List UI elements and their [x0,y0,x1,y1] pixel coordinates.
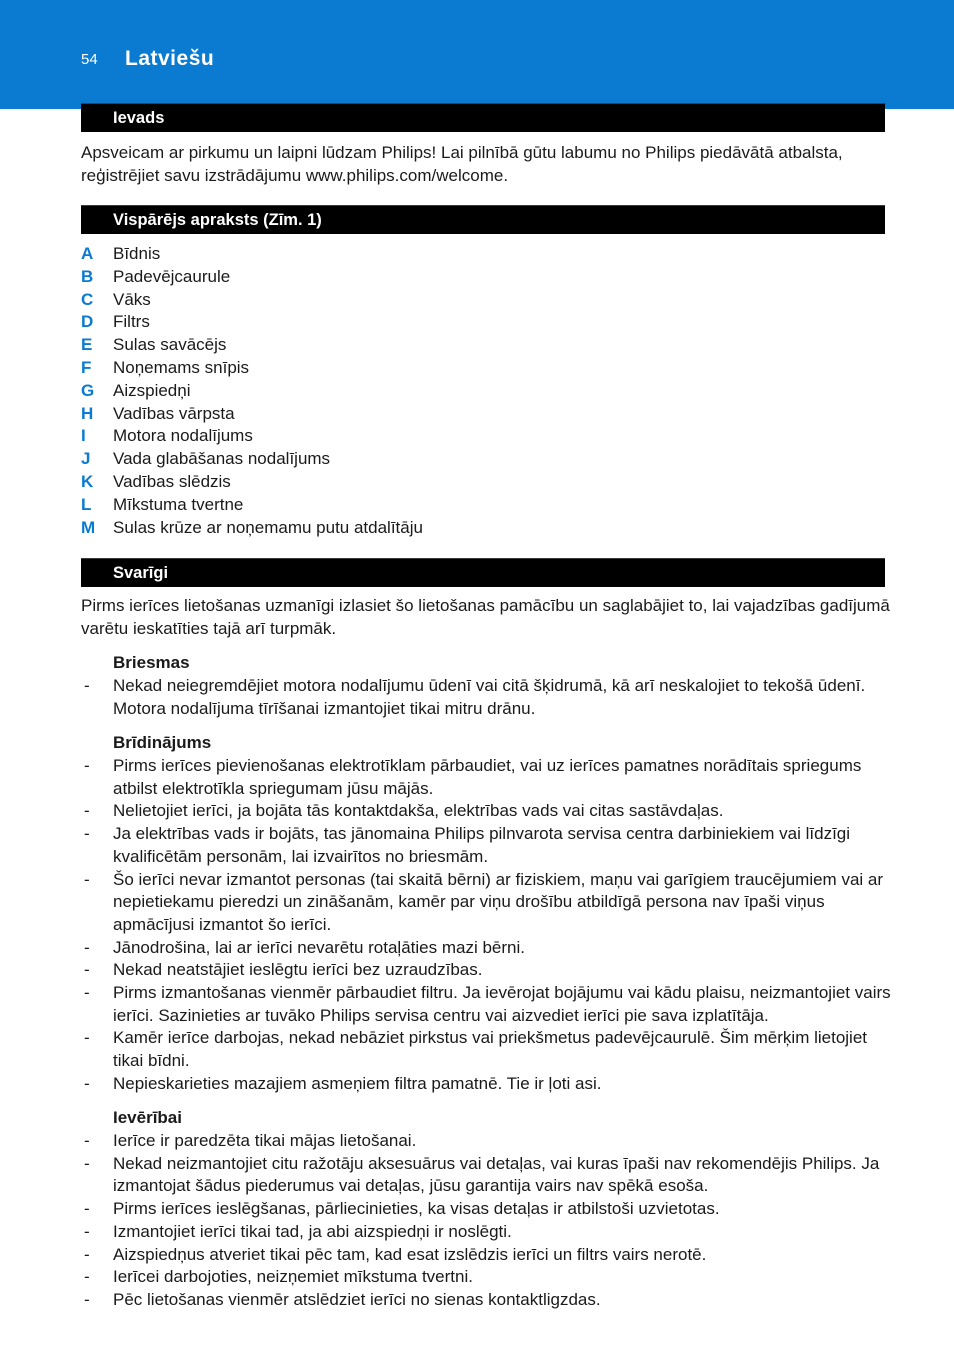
list-item: - Šo ierīci nevar izmantot personas (tai skaitā bērni) ar fiziskiem, maņu vai garīgiem traucējumiem vai ar nepietiekamu pieredzi un zināšanām, kamēr par viņu drošību atbildīgā persona nav īpaši viņus apmācījusi izmantot šo ierīci. [84,869,884,934]
list-item: - Ja elektrības vads ir bojāts, tas jānomaina Philips pilnvarota servisa centra darbiniekiem vai līdzīgi kvalificētām personām, lai izvairītos no briesmām. [84,824,851,866]
danger-list [81,675,891,720]
list-item [81,494,891,517]
list-item [81,311,891,334]
warning-list [81,755,891,1096]
list-item [81,334,891,357]
list-item: - Pirms ierīces pievienošanas elektrotīklam pārbaudiet, vai uz ierīces pamatnes norādītais spriegums atbilst elektrotīkla spriegumam jūsu mājās. [84,756,862,798]
list-item: - Ierīce ir paredzēta tikai mājas lietošanai. [84,1131,417,1150]
list-item [81,357,891,380]
list-item [81,403,891,426]
item-text: Aizspiedņi [113,380,191,400]
list-item: - Aizspiedņus atveriet tikai pēc tam, kad esat izslēdzis ierīci un filtrs vairs nerotē. [84,1244,707,1264]
list-item: - Kamēr ierīce darbojas, nekad nebāziet pirkstus vai priekšmetus padevējcaurulē. Šim mērķim lietojiet tikai bīdni. [84,1028,868,1071]
warning-heading: Brīdinājums [113,733,212,752]
list-item [81,448,891,471]
item-text: Nekad neizmantojiet citu ražotāju aksesuārus vai detaļas, vai kuras īpaši nav rekomendējis Philips. Ja izmantojat šādus piederumus vai detaļas, jūsu garantija vairs nav spēkā esoša. [113,1153,880,1196]
list-item: - Pirms izmantošanas vienmēr pārbaudiet filtru. Ja ievērojat bojājumu vai kādu plaisu, neizmantojiet vairs ierīci. Sazinieties ar tuvāko Philips servisa centru vai aizvediet ierīci pie sava izplatītāja. [84,983,891,1025]
list-item: - Jānodrošina, lai ar ierīci nevarētu rotaļāties mazi bērni. [84,937,525,957]
item-letter: A [81,244,94,263]
item-text: Pirms ierīces pievienošanas elektrotīklam pārbaudiet, vai uz ierīces pamatnes norādītais spriegums atbilst elektrotīkla spriegumam jūsu mājās. [113,756,862,798]
item-text: Šo ierīci nevar izmantot personas (tai skaitā bērni) ar fiziskiem, maņu vai garīgiem traucējumiem vai ar nepietiekamu pieredzi un zināšanām, kamēr par viņu drošību atbildīgā persona nav īpaši viņus apmācījusi izmantot šo ierīci. [113,869,884,934]
item-text: Pēc lietošanas vienmēr atslēdziet ierīci no sienas kontaktligzdas. [113,1289,601,1309]
list-item: - Nekad neizmantojiet citu ražotāju aksesuārus vai detaļas, vai kuras īpaši nav rekomendējis Philips. Ja izmantojat šādus piederumus vai detaļas, jūsu garantija vairs nav spēkā esoša. [84,1153,880,1196]
item-text: Vadības slēdzis [113,471,231,491]
list-item [81,266,891,289]
item-text: Nelietojiet ierīci, ja bojāta tās kontaktdakša, elektrības vads vai citas sastāvdaļas. [113,801,724,821]
section-bar-intro [81,103,885,132]
item-text: Nepieskarieties mazajiem asmeņiem filtra pamatnē. Tie ir ļoti asi. [113,1073,602,1093]
item-text: Kamēr ierīce darbojas, nekad nebāziet pirkstus vai priekšmetus padevējcaurulē. Šim mērķim lietojiet tikai bīdni. [113,1028,868,1071]
item-text: Ierīce ir paredzēta tikai mājas lietošanai. [113,1131,417,1150]
item-letter: I [81,426,86,446]
section-title-intro: Ievads [113,109,165,127]
list-item: - Nelietojiet ierīci, ja bojāta tās kontaktdakša, elektrības vads vai citas sastāvdaļas. [84,801,724,821]
page-number: 54 [81,51,98,68]
item-letter: B [81,266,94,286]
item-text: Mīkstuma tvertne [113,494,244,514]
item-text: Izmantojiet ierīci tikai tad, ja abi aizspiedņi ir noslēgti. [113,1221,512,1241]
list-item [81,425,891,448]
section-bar-important [81,558,885,587]
list-item: - Ierīcei darbojoties, neizņemiet mīkstuma tvertni. [84,1267,473,1287]
item-letter: E [81,335,93,355]
item-text: Sulas krūze ar noņemamu putu atdalītāju [113,517,423,537]
item-text: Aizspiedņus atveriet tikai pēc tam, kad esat izslēdzis ierīci un filtrs vairs nerotē. [113,1244,707,1264]
item-text: Ja elektrības vads ir bojāts, tas jānomaina Philips pilnvarota servisa centra darbiniekiem vai līdzīgi kvalificētām personām, lai izvairītos no briesmām. [113,824,851,866]
list-item [81,471,891,494]
caution-list [81,1130,891,1312]
section-title-description: Vispārējs apraksts (Zīm. 1) [113,211,322,229]
item-letter: K [81,471,94,491]
item-text: Sulas savācējs [113,335,227,355]
item-text: Ierīcei darbojoties, neizņemiet mīkstuma tvertni. [113,1267,473,1287]
language-title: Latviešu [125,47,215,70]
item-letter: G [81,380,95,400]
list-item: - Nekad neatstājiet ieslēgtu ierīci bez uzraudzības. [84,960,483,980]
list-item [81,517,891,540]
intro-text: Apsveicam ar pirkumu un laipni lūdzam Philips! Lai pilnībā gūtu labumu no Philips piedāvātā atbalsta, reģistrējiet savu izstrādājumu www.philips.com/welcome. [81,143,843,185]
item-letter: D [81,312,94,332]
section-title-important: Svarīgi [113,564,169,582]
list-item: - Nekad neiegremdējiet motora nodalījumu ūdenī vai citā šķidrumā, kā arī neskalojiet to tekošā ūdenī. Motora nodalījuma tīrīšanai izmantojiet tikai mitru drānu. [84,676,866,718]
item-letter: H [81,403,94,423]
item-text: Vadības vārpsta [113,403,235,423]
list-item: - Pēc lietošanas vienmēr atslēdziet ierīci no sienas kontaktligzdas. [84,1289,601,1309]
list-item [81,243,891,266]
item-text: Nekad neatstājiet ieslēgtu ierīci bez uzraudzības. [113,960,483,980]
list-item: - Pirms ierīces ieslēgšanas, pārliecinieties, ka visas detaļas ir atbilstoši uzvietotas. [84,1199,720,1219]
item-text: Filtrs [113,312,150,332]
list-item [81,289,891,312]
caution-heading: Ievērībai [113,1108,182,1127]
list-item [81,380,891,403]
item-letter: L [81,494,92,514]
item-text: Vada glabāšanas nodalījums [113,449,331,469]
item-text: Jānodrošina, lai ar ierīci nevarētu rotaļāties mazi bērni. [113,937,525,957]
section-bar-description [81,205,885,234]
item-text: Motora nodalījums [113,426,253,446]
danger-heading: Briesmas [113,653,190,672]
item-letter: J [81,449,91,469]
header-bar [0,0,954,109]
list-item: - Nepieskarieties mazajiem asmeņiem filtra pamatnē. Tie ir ļoti asi. [84,1073,602,1093]
parts-list [81,243,891,539]
item-text: Pirms izmantošanas vienmēr pārbaudiet filtru. Ja ievērojat bojājumu vai kādu plaisu, neizmantojiet vairs ierīci. Sazinieties ar tuvāko Philips servisa centru vai aizvediet ierīci pie sava izplatītāja. [113,983,891,1025]
item-text: Padevējcaurule [113,266,231,286]
item-text: Vāks [113,289,151,309]
item-letter: C [81,289,94,309]
item-text: Nekad neiegremdējiet motora nodalījumu ūdenī vai citā šķidrumā, kā arī neskalojiet to tekošā ūdenī. Motora nodalījuma tīrīšanai izmantojiet tikai mitru drānu. [113,676,866,718]
item-text: Noņemams snīpis [113,357,250,377]
list-item: - Izmantojiet ierīci tikai tad, ja abi aizspiedņi ir noslēgti. [84,1221,512,1241]
important-text: Pirms ierīces lietošanas uzmanīgi izlasiet šo lietošanas pamācību un saglabājiet to, lai vajadzības gadījumā varētu ieskatīties tajā arī turpmāk. [81,596,890,638]
item-letter: F [81,357,92,377]
item-letter: M [81,517,96,537]
item-text: Bīdnis [113,244,161,263]
item-text: Pirms ierīces ieslēgšanas, pārliecinieties, ka visas detaļas ir atbilstoši uzvietotas. [113,1199,720,1219]
